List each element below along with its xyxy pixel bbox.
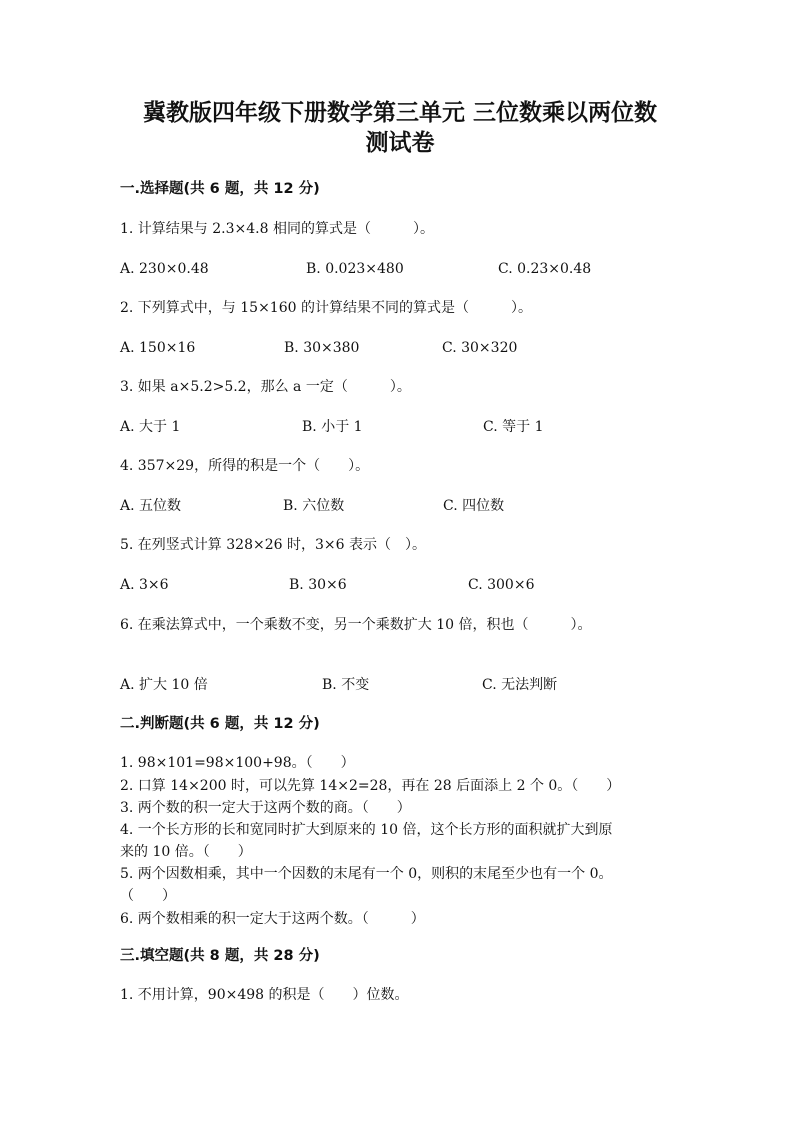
judge-line-5: 5. 两个因数相乘，其中一个因数的末尾有一个 0，则积的末尾至少也有一个 0。 (120, 866, 613, 882)
q1-5-option-a: A. 3×6 (120, 577, 169, 593)
judge-line-5-cont: （ ） (120, 888, 176, 904)
q1-3-option-c: C. 等于 1 (483, 419, 544, 435)
q1-5-option-b: B. 30×6 (289, 577, 347, 593)
q1-2-option-c: C. 30×320 (442, 340, 518, 356)
q1-5-option-c: C. 300×6 (468, 577, 535, 593)
q1-4-option-a: A. 五位数 (120, 498, 182, 514)
exam-title-line-2: 测试卷 (365, 130, 435, 156)
q1-3-option-b: B. 小于 1 (302, 419, 363, 435)
exam-title-line-1: 冀教版四年级下册数学第三单元 三位数乘以两位数 (142, 100, 657, 126)
judge-line-2: 2. 口算 14×200 时，可以先算 14×2=28，再在 28 后面添上 2 个 0。（ ） (120, 778, 621, 794)
q1-2-option-a: A. 150×16 (120, 340, 196, 356)
judge-line-4-cont: 来的 10 倍。（ ） (120, 844, 252, 860)
section-2-heading: 二.判断题(共 6 题，共 12 分) (120, 716, 320, 732)
section-3-heading: 三.填空题(共 8 题，共 28 分) (120, 948, 320, 964)
question-1-2: 2. 下列算式中，与 15×160 的计算结果不同的算式是（ ）。 (120, 300, 532, 316)
q1-3-option-a: A. 大于 1 (120, 419, 181, 435)
q1-6-option-c: C. 无法判断 (482, 677, 558, 693)
judge-line-4: 4. 一个长方形的长和宽同时扩大到原来的 10 倍，这个长方形的面积就扩大到原 (120, 822, 613, 838)
q1-4-option-c: C. 四位数 (443, 498, 505, 514)
question-1-4: 4. 357×29，所得的积是一个（ ）。 (120, 458, 370, 474)
judge-line-6: 6. 两个数相乘的积一定大于这两个数。（ ） (120, 911, 425, 927)
question-1-5: 5. 在列竖式计算 328×26 时，3×6 表示（ ）。 (120, 537, 426, 553)
q1-1-option-c: C. 0.23×0.48 (498, 261, 592, 277)
fill-question-1: 1. 不用计算，90×498 的积是（ ）位数。 (120, 987, 409, 1003)
q1-4-option-b: B. 六位数 (283, 498, 345, 514)
judge-line-3: 3. 两个数的积一定大于这两个数的商。（ ） (120, 800, 411, 816)
q1-6-option-b: B. 不变 (322, 677, 370, 693)
q1-2-option-b: B. 30×380 (284, 340, 360, 356)
q1-1-option-b: B. 0.023×480 (306, 261, 404, 277)
judge-line-1: 1. 98×101=98×100+98。（ ） (120, 755, 355, 771)
q1-1-option-a: A. 230×0.48 (120, 261, 209, 277)
question-1-6: 6. 在乘法算式中，一个乘数不变，另一个乘数扩大 10 倍，积也（ ）。 (120, 617, 592, 633)
question-1-1: 1. 计算结果与 2.3×4.8 相同的算式是（ ）。 (120, 221, 434, 237)
q1-6-option-a: A. 扩大 10 倍 (120, 677, 208, 693)
question-1-3: 3. 如果 a×5.2>5.2，那么 a 一定（ ）。 (120, 379, 411, 395)
section-1-heading: 一.选择题(共 6 题，共 12 分) (120, 181, 320, 197)
